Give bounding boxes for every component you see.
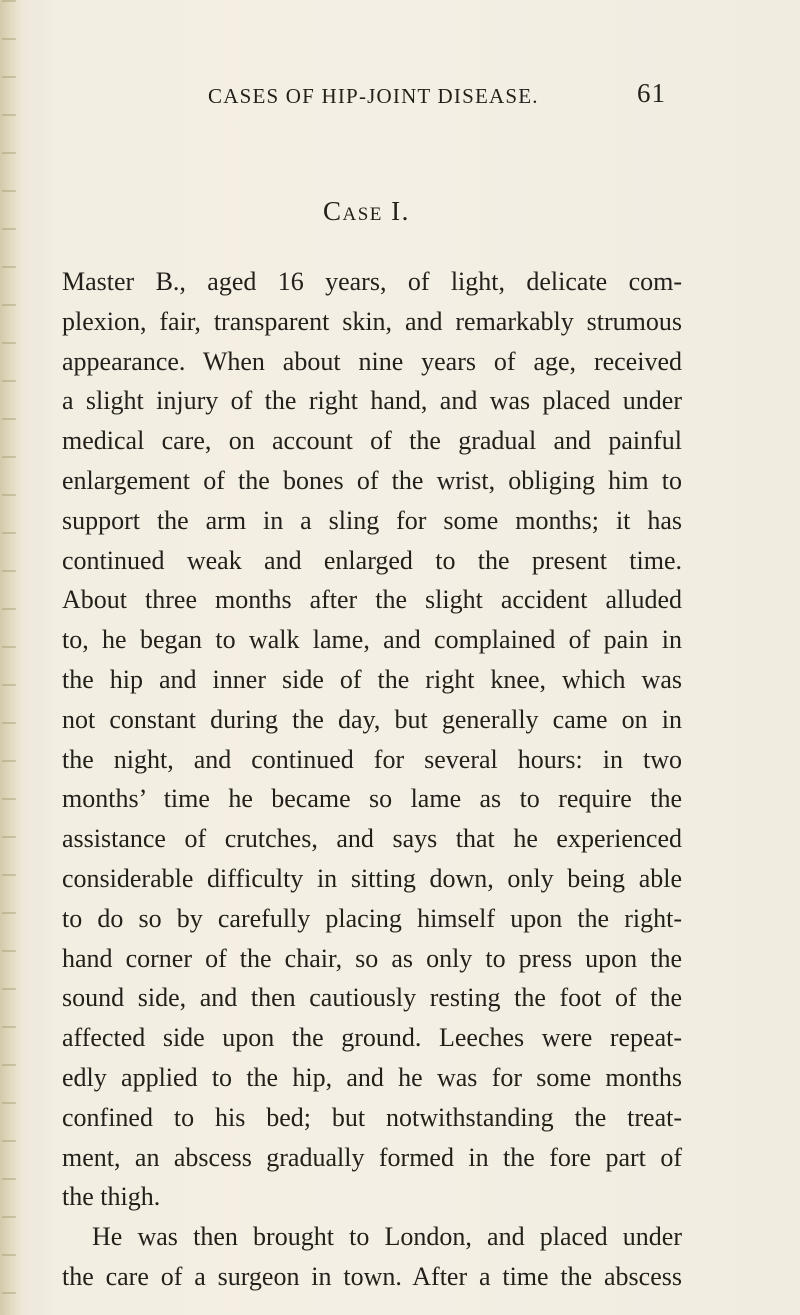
text-line: the hip and inner side of the right knee, which was — [62, 664, 682, 694]
text-line: months’ time he became so lame as to require the — [62, 784, 682, 814]
text-line: not constant during the day, but generally came on in — [62, 704, 682, 734]
text-line: plexion, fair, transparent skin, and remarkably strumous — [62, 306, 682, 336]
text-line: sound side, and then cautiously resting the foot of the — [62, 983, 682, 1013]
page-number: 61 — [637, 78, 666, 108]
text-line: to do so by carefully placing himself upon the right- — [62, 903, 682, 933]
paragraph-1 — [62, 262, 682, 1217]
text-line: ment, an abscess gradually formed in the fore part of — [62, 1142, 682, 1172]
text-line: a slight injury of the right hand, and was placed under — [62, 386, 682, 416]
text-line: hand corner of the chair, so as only to press upon the — [62, 943, 682, 973]
case-title: Case I. — [323, 196, 410, 226]
binding-edge — [2, 0, 16, 1315]
text-line: About three months after the slight accident alluded — [62, 585, 682, 615]
text-line: the care of a surgeon in town. After a time the abscess — [62, 1261, 682, 1291]
text-line: support the arm in a sling for some months; it has — [62, 505, 682, 535]
text-line: affected side upon the ground. Leeches were repeat- — [62, 1023, 682, 1053]
text-line: confined to his bed; but notwithstanding the treat- — [62, 1102, 682, 1132]
page-gutter — [0, 0, 24, 1315]
running-head: CASES OF HIP-JOINT DISEASE. — [208, 84, 539, 108]
text-line: considerable difficulty in sitting down, only being able — [62, 863, 682, 893]
text-line: Master B., aged 16 years, of light, delicate com- — [62, 267, 682, 296]
paragraph-2 — [62, 1217, 682, 1297]
text-line: assistance of crutches, and says that he experienced — [62, 824, 682, 854]
text-line: medical care, on account of the gradual and painful — [62, 426, 682, 456]
text-line: He was then brought to London, and placed under — [92, 1222, 682, 1252]
text-line: continued weak and enlarged to the present time. — [62, 545, 682, 575]
text-line: edly applied to the hip, and he was for some months — [62, 1062, 682, 1092]
text-line: to, he began to walk lame, and complained of pain in — [62, 625, 682, 655]
body-text — [62, 262, 682, 1297]
text-line: the night, and continued for several hours: in two — [62, 744, 682, 774]
text-line: enlargement of the bones of the wrist, obliging him to — [62, 465, 682, 495]
text-line: the thigh. — [62, 1182, 161, 1212]
text-line: appearance. When about nine years of age, received — [62, 346, 682, 376]
